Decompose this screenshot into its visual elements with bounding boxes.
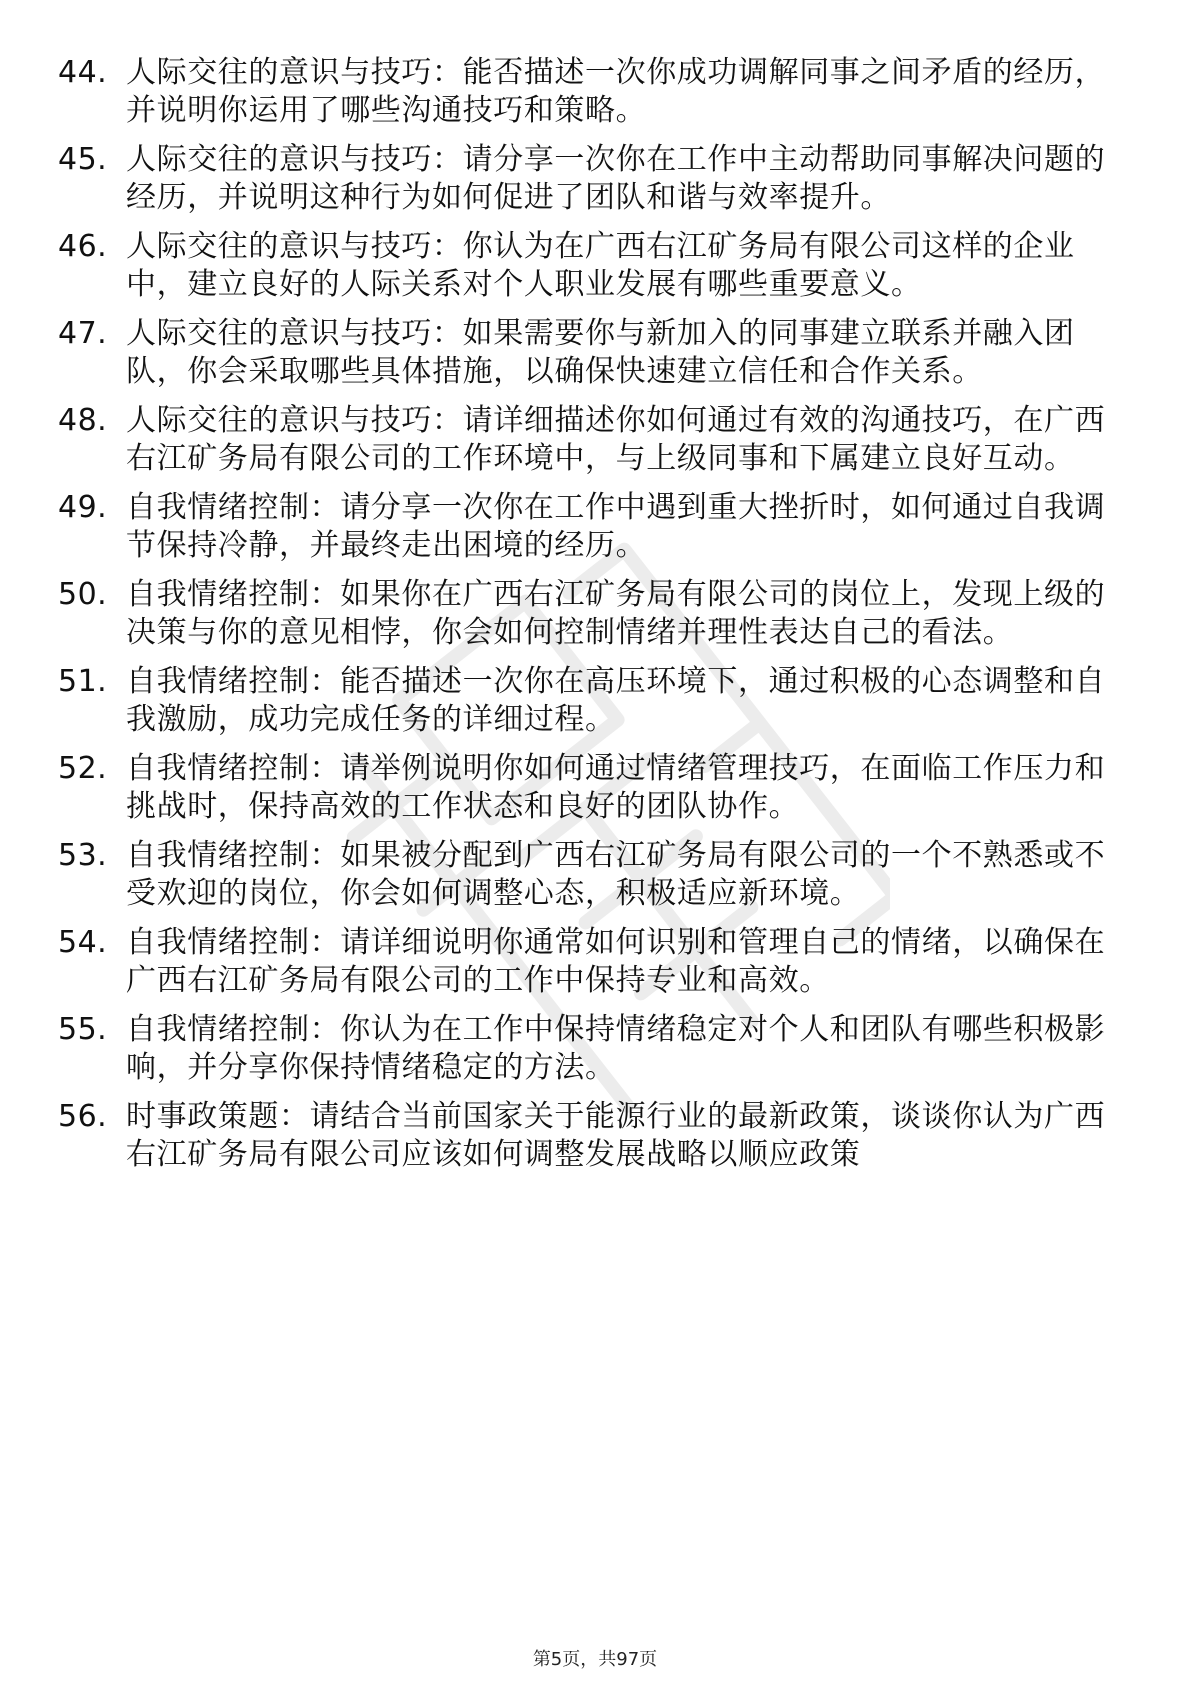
question-number: 53. — [58, 838, 108, 873]
question-text: 人际交往的意识与技巧：请详细描述你如何通过有效的沟通技巧，在广西右江矿务局有限公司的工作环境中，与上级同事和下属建立良好互动。 — [126, 403, 1106, 476]
question-text: 人际交往的意识与技巧：能否描述一次你成功调解同事之间矛盾的经历，并说明你运用了哪些沟通技巧和策略。 — [126, 55, 1106, 128]
question-text: 时事政策题：请结合当前国家关于能源行业的最新政策，谈谈你认为广西右江矿务局有限公司应该如何调整发展战略以顺应政策 — [126, 1099, 1106, 1172]
question-text: 自我情绪控制：能否描述一次你在高压环境下，通过积极的心态调整和自我激励，成功完成任务的详细过程。 — [126, 664, 1106, 737]
question-number: 44. — [58, 55, 108, 90]
question-text: 自我情绪控制：如果你在广西右江矿务局有限公司的岗位上，发现上级的决策与你的意见相悖，你会如何控制情绪并理性表达自己的看法。 — [126, 577, 1106, 650]
question-number: 52. — [58, 751, 108, 786]
question-text: 自我情绪控制：请分享一次你在工作中遇到重大挫折时，如何通过自我调节保持冷静，并最终走出困境的经历。 — [126, 490, 1106, 563]
question-text: 自我情绪控制：请详细说明你通常如何识别和管理自己的情绪，以确保在广西右江矿务局有限公司的工作中保持专业和高效。 — [126, 925, 1106, 998]
question-list — [58, 54, 1122, 1185]
list-item — [58, 1098, 1122, 1174]
question-text: 人际交往的意识与技巧：如果需要你与新加入的同事建立联系并融入团队，你会采取哪些具体措施，以确保快速建立信任和合作关系。 — [126, 316, 1075, 389]
list-item — [58, 315, 1122, 391]
page-number-footer: 第5页，共97页 — [532, 1649, 658, 1670]
question-number: 48. — [58, 403, 108, 438]
list-item — [58, 750, 1122, 826]
list-item — [58, 228, 1122, 304]
list-item — [58, 924, 1122, 1000]
question-number: 50. — [58, 577, 108, 612]
list-item — [58, 837, 1122, 913]
list-item — [58, 54, 1122, 130]
list-item — [58, 1011, 1122, 1087]
question-text: 人际交往的意识与技巧：你认为在广西右江矿务局有限公司这样的企业中，建立良好的人际关系对个人职业发展有哪些重要意义。 — [126, 229, 1075, 302]
list-item — [58, 663, 1122, 739]
question-text: 自我情绪控制：请举例说明你如何通过情绪管理技巧，在面临工作压力和挑战时，保持高效的工作状态和良好的团队协作。 — [126, 751, 1106, 824]
list-item — [58, 489, 1122, 565]
question-number: 56. — [58, 1099, 108, 1134]
list-item — [58, 576, 1122, 652]
question-number: 49. — [58, 490, 108, 525]
question-number: 51. — [58, 664, 108, 699]
question-text: 人际交往的意识与技巧：请分享一次你在工作中主动帮助同事解决问题的经历，并说明这种行为如何促进了团队和谐与效率提升。 — [126, 142, 1106, 215]
question-number: 54. — [58, 925, 108, 960]
list-item — [58, 402, 1122, 478]
question-number: 46. — [58, 229, 108, 264]
question-number: 55. — [58, 1012, 108, 1047]
list-item — [58, 141, 1122, 217]
question-text: 自我情绪控制：你认为在工作中保持情绪稳定对个人和团队有哪些积极影响，并分享你保持情绪稳定的方法。 — [126, 1012, 1106, 1085]
question-number: 45. — [58, 142, 108, 177]
question-number: 47. — [58, 316, 108, 351]
question-text: 自我情绪控制：如果被分配到广西右江矿务局有限公司的一个不熟悉或不受欢迎的岗位，你会如何调整心态，积极适应新环境。 — [126, 838, 1106, 911]
